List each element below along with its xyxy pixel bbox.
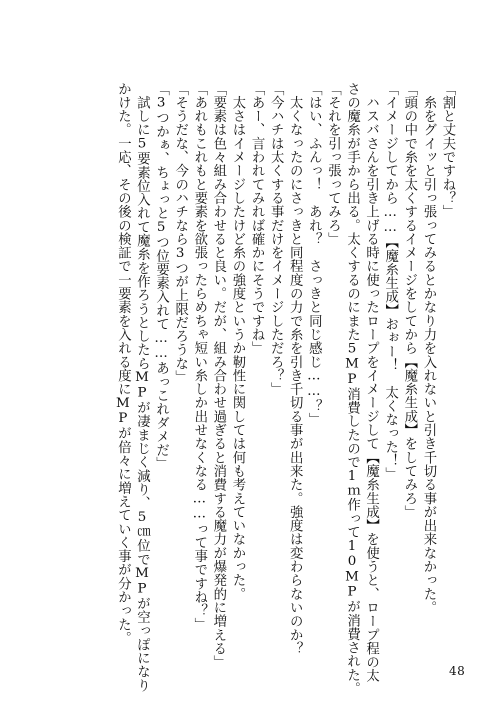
text-line: 「要素は色々組み合わせると良い。だが、組み合わせ過ぎると消費する魔力が爆発的に増える」 [210,82,226,669]
text-line: 「あー、言われてみれば確かにそうですね」 [249,82,265,355]
text-line: 太さはイメージしたけど糸の強度というか靭性に関しては何も考えていなかった。 [229,82,245,601]
text-line: ハスバさんを引き上げる時に使ったロープをイメージして【魔糸生成】を使うと、ロープ程の太 [363,82,379,683]
page-body-text [113,82,457,696]
text-line: 「それを引っ張ってみろ」 [325,82,341,246]
text-line: 「今ハチは太くする事だけをイメージしただろ？」 [268,82,284,396]
text-line: 「3つかぁ、ちょっと5つ位要素入れて……あっこれダメだ」 [153,82,169,471]
text-line: 「あれもこれもと要素を欲張ったらめちゃ短い糸しか出せなくなる……って事ですね？」 [191,82,207,632]
text-line: 「イメージしてから……【魔糸生成】おぉー！ 太くなった！」 [382,82,398,482]
page-number: 48 [449,664,466,678]
text-line: かけた。一応、その後の検証で一要素を入れる度にMPが倍々に増えていく事が分かった。 [115,82,131,645]
text-line: 「頭の中で糸を太くするイメージをしてから【魔糸生成】をしてみろ」 [401,82,417,519]
text-line: 「そうだな、今のハチなら3つが上限だろうな」 [172,82,188,384]
text-line: 「割と丈夫ですね？」 [440,82,455,219]
text-line: 太くなったのにさっきと同程度の力で糸を引き千切る事が出来た。強度は変わらないのか？ [287,82,303,656]
text-line: さの魔糸が手から出る。太くするのにまた5MP消費したので1ｍ作って10MPが消費された。 [344,82,360,696]
text-line: 「はい、ふんっ！ あれ？ さっきと同じ感じ……？」 [306,82,322,427]
text-line: 試しに5要素位入れて魔糸を作ろうとしたらMPが凄まじく減り、5㎝位でMPが空っぽになり [134,82,150,693]
text-line: 糸をグイッと引っ張ってみるとかなり力を入れないと引き千切る事が出来なかった。 [420,82,436,615]
